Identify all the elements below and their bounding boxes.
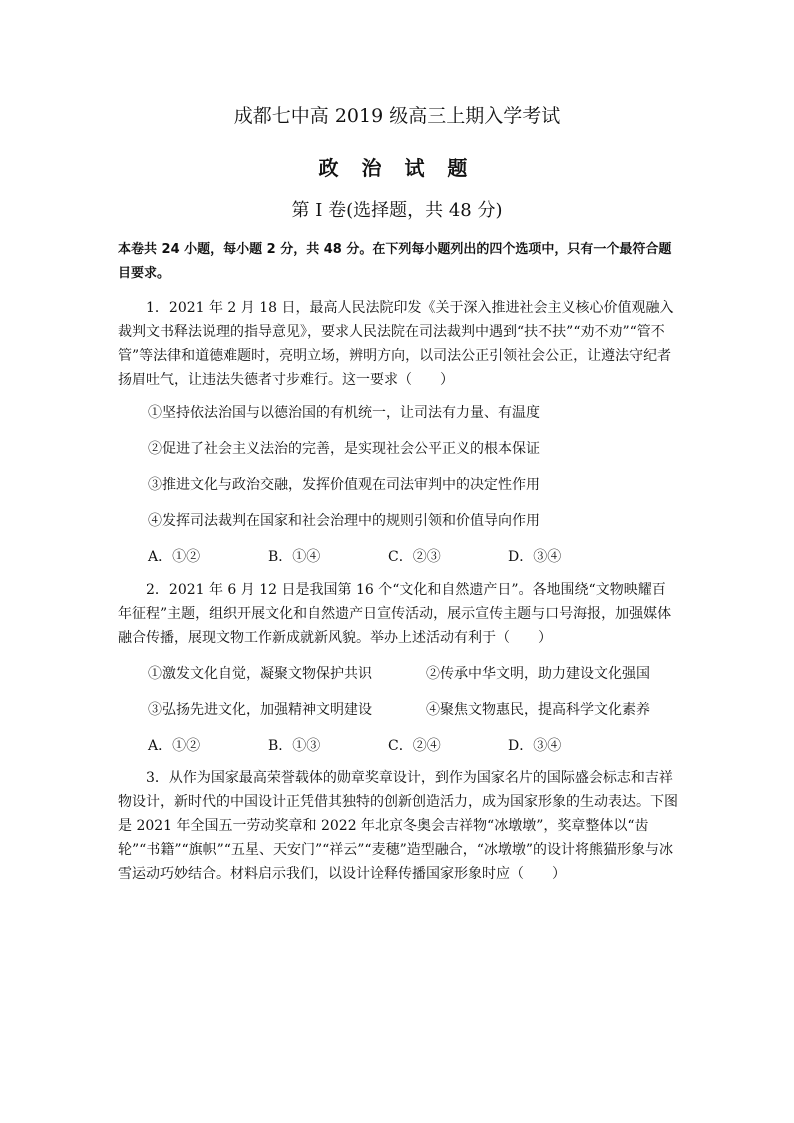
subject-title: 政 治 试 题 (318, 156, 476, 180)
question-3-stem: 3．从作为国家最高荣誉载体的勋章奖章设计，到作为国家名片的国际盛会标志和吉祥物设计，新时代的中国设计正凭借其独特的创新创造活力，成为国家形象的生动表达。下图是 2021 年全国五一劳动奖章和 2022 年北京冬奥会吉祥物“冰墩墩”，奖章整体以“齿轮”“书籍”“旗帜”“五星、天安门”“祥云”“麦穗”造型融合，“冰墩墩”的设计将熊猫形象与冰雪运动巧妙结合。材料启示我们，以设计诠释传播国家形象时应（ ） (118, 770, 678, 882)
question-1-option-c[interactable]: C．②③ (388, 549, 441, 565)
question-1-option-a[interactable]: A．①② (148, 549, 201, 565)
question-1-statement: ①坚持依法治国与以德治国的有机统一，让司法有力量、有温度 (148, 405, 540, 421)
exam-title: 成都七中高 2019 级高三上期入学考试 (233, 105, 561, 127)
question-1-statement: ④发挥司法裁判在国家和社会治理中的规则引领和价值导向作用 (148, 513, 540, 529)
section-title: 第 I 卷(选择题，共 48 分) (291, 200, 503, 221)
question-2-option-a[interactable]: A．①② (148, 738, 201, 754)
question-1-statement: ③推进文化与政治交融，发挥价值观在司法审判中的决定性作用 (148, 477, 540, 493)
question-2-stem: 2．2021 年 6 月 12 日是我国第 16 个“文化和自然遗产日”。各地围绕“文物映耀百年征程”主题，组织开展文化和自然遗产日宣传活动，展示宣传主题与口号海报，加强媒体融合传播，展现文物工作新成就新风貌。举办上述活动有利于（ ） (118, 582, 672, 646)
question-2-statement: ①激发文化自觉，凝聚文物保护共识 (148, 666, 372, 682)
question-2-option-b[interactable]: B．①③ (268, 738, 321, 754)
instructions: 本卷共 24 小题，每小题 2 分，共 48 分。在下列每小题列出的四个选项中，只有一个最符合题目要求。 (118, 242, 672, 281)
question-2-option-d[interactable]: D．③④ (508, 738, 562, 754)
question-1-statement: ②促进了社会主义法治的完善，是实现社会公平正义的根本保证 (148, 441, 540, 457)
question-2-option-c[interactable]: C．②④ (388, 738, 441, 754)
question-2-statement: ②传承中华文明，助力建设文化强国 (426, 666, 650, 682)
question-2-statement: ③弘扬先进文化，加强精神文明建设 (148, 702, 372, 718)
question-2-statement: ④聚焦文物惠民，提高科学文化素养 (426, 702, 650, 718)
question-1-option-d[interactable]: D．③④ (508, 549, 562, 565)
question-1-option-b[interactable]: B．①④ (268, 549, 321, 565)
question-1-stem: 1．2021 年 2 月 18 日，最高人民法院印发《关于深入推进社会主义核心价值观融入裁判文书释法说理的指导意见》，要求人民法院在司法裁判中遇到“扶不扶”“劝不劝”“管不管”等法律和道德难题时，亮明立场，辨明方向，以司法公正引领社会公正，让遵法守纪者扬眉吐气，让违法失德者寸步难行。这一要求（ ） (118, 300, 674, 388)
